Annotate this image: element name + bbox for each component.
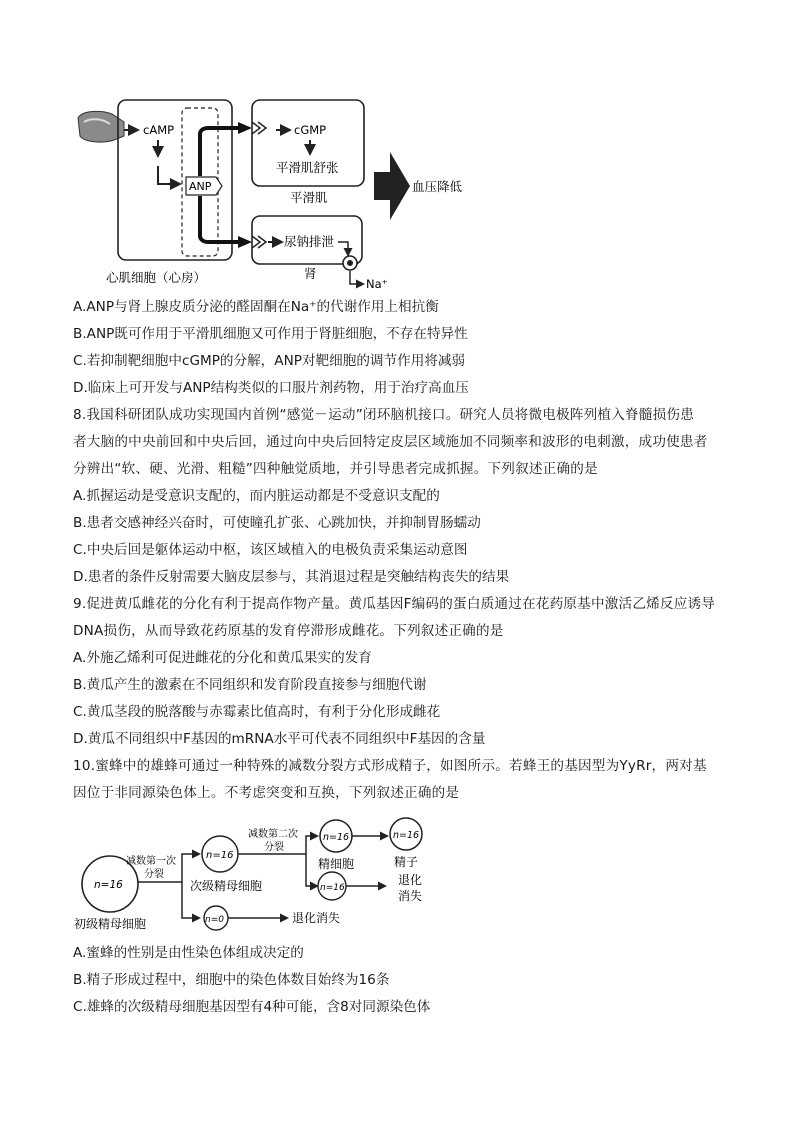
q10-stem-line-1: 10.蜜蜂中的雄蜂可通过一种特殊的减数分裂方式形成精子，如图所示。若蜂王的基因型为YyRr，两对基 [73,758,707,774]
q8-option-d: D.患者的条件反射需要大脑皮层参与，其消退过程是突触结构丧失的结果 [73,569,510,585]
anp-mechanism-diagram [72,96,492,292]
bp-down-label: 血压降低 [412,179,463,194]
bp-arrow-icon [374,152,410,220]
q7-option-b: B.ANP既可作用于平滑肌细胞又可作用于肾脏细胞，不存在特异性 [73,326,468,342]
smooth-muscle-label: 平滑肌 [290,190,328,205]
q10-option-c: C.雄蜂的次级精母细胞基因型有4种可能，含8对同源染色体 [73,999,431,1015]
stimulus-icon [78,111,124,142]
anp-label: ANP [189,180,212,193]
meiosis1-label-1: 减数第一次 [126,856,176,867]
q9-option-c: C.黄瓜茎段的脱落酸与赤霉素比值高时，有利于分化形成雌花 [73,704,441,720]
q8-option-a: A.抓握运动是受意识支配的，而内脏运动都是不受意识支配的 [73,488,440,504]
q8-option-b: B.患者交感神经兴奋时，可使瞳孔扩张、心跳加快，并抑制胃肠蠕动 [73,515,481,531]
secondary-n-label: n=16 [206,850,234,861]
cgmp-label: cGMP [294,123,327,137]
sperm-n-label: n=16 [393,830,420,841]
degenerate-secondary-n-label: n=16 [320,883,345,893]
primary-label: 初级精母细胞 [74,917,147,931]
q7-option-d: D.临床上可开发与ANP结构类似的口服片剂药物，用于治疗高血压 [73,380,469,396]
q10-option-b: B.精子形成过程中，细胞中的染色体数目始终为16条 [73,972,390,988]
meiosis-diagram [72,812,442,940]
smooth-relax-label: 平滑肌舒张 [276,160,339,175]
spermatid-label: 精细胞 [318,857,355,871]
meiosis2-label-2: 分裂 [264,842,284,853]
q9-stem-line-2: DNA损伤，从而导致花药原基的发育停滞形成雌花。下列叙述正确的是 [73,623,504,639]
kidney-label: 肾 [304,266,317,281]
meiosis1-label-2: 分裂 [144,869,164,880]
degen1-label-2: 消失 [398,889,423,903]
q7-option-a: A.ANP与肾上腺皮质分泌的醛固酮在Na⁺的代谢作用上相抗衡 [73,299,439,315]
degen1-label-1: 退化 [398,873,423,887]
camp-label: cAMP [143,123,175,137]
q9-option-b: B.黄瓜产生的激素在不同组织和发育阶段直接参与细胞代谢 [73,677,427,693]
sperm-label: 精子 [394,855,419,869]
q9-option-d: D.黄瓜不同组织中F基因的mRNA水平可代表不同组织中F基因的含量 [73,731,486,747]
degen-label: 退化消失 [292,911,341,925]
cardiomyocyte-label: 心肌细胞（心房） [106,270,207,285]
q8-option-c: C.中央后回是躯体运动中枢，该区域植入的电极负责采集运动意图 [73,542,468,558]
degenerate-n-label: n=0 [205,915,224,925]
spermatid-n-label: n=16 [323,832,350,843]
q8-stem-line-1: 8.我国科研团队成功实现国内首例“感觉－运动”闭环脑机接口。研究人员将微电极阵列植入脊髓损伤患 [73,407,694,423]
primary-n-label: n=16 [94,879,123,891]
natriuresis-label: 尿钠排泄 [284,234,335,249]
q8-stem-line-2: 者大脑的中央前回和中央后回，通过向中央后回特定皮层区域施加不同频率和波形的电刺激，成功使患者 [73,434,708,450]
q9-stem-line-1: 9.促进黄瓜雌花的分化有利于提高作物产量。黄瓜基因F编码的蛋白质通过在花药原基中激活乙烯反应诱导 [73,596,716,612]
secondary-label: 次级精母细胞 [190,879,263,893]
q9-option-a: A.外施乙烯利可促进雌花的分化和黄瓜果实的发育 [73,650,372,666]
q7-option-c: C.若抑制靶细胞中cGMP的分解，ANP对靶细胞的调节作用将减弱 [73,353,466,369]
na-label: Na⁺ [366,277,388,291]
q10-stem-line-2: 因位于非同源染色体上。不考虑突变和互换，下列叙述正确的是 [73,785,460,801]
q10-option-a: A.蜜蜂的性别是由性染色体组成决定的 [73,945,304,961]
meiosis2-label-1: 减数第二次 [248,829,298,840]
q8-stem-line-3: 分辨出“软、硬、光滑、粗糙”四种触觉质地，并引导患者完成抓握。下列叙述正确的是 [73,461,598,477]
